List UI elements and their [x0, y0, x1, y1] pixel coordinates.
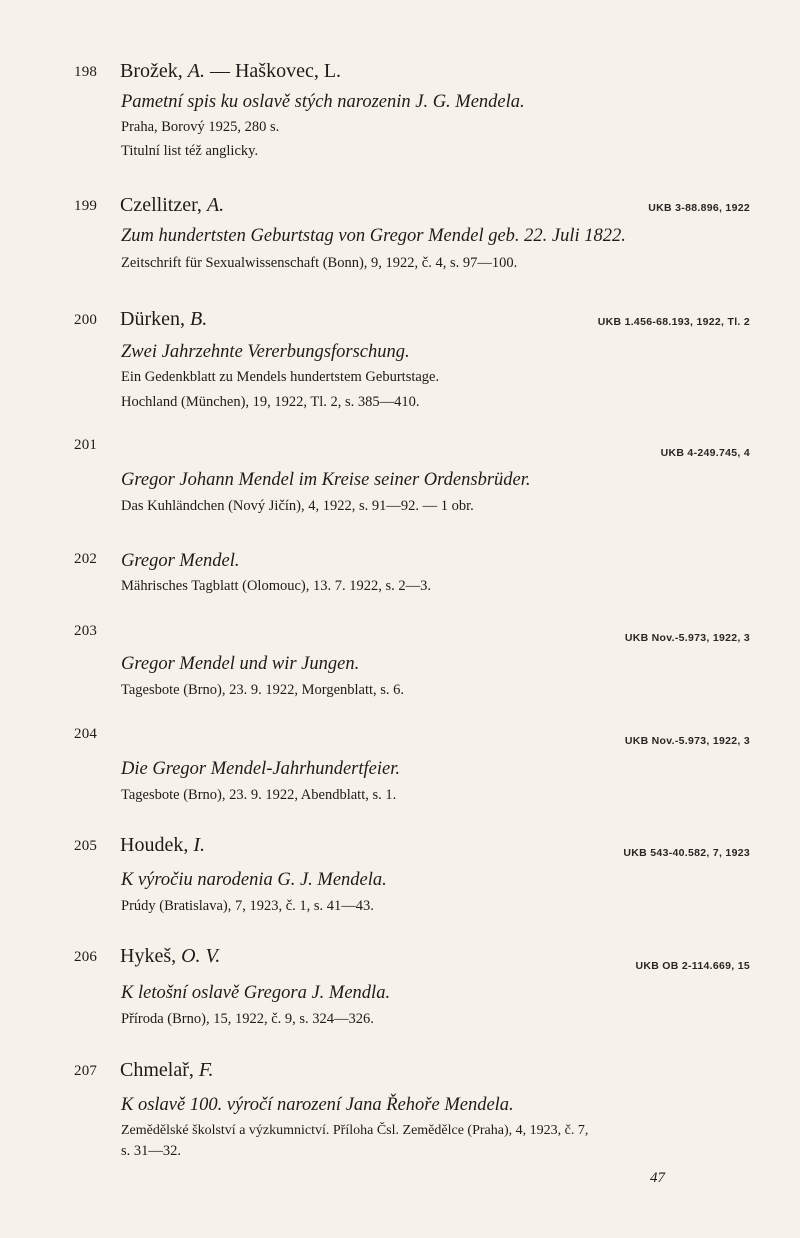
- entry-number: 206: [74, 949, 98, 965]
- entry-author: Houdek, I.: [120, 834, 205, 856]
- entry-author: Czellitzer, A.: [120, 194, 225, 216]
- entry-title: Die Gregor Mendel-Jahrhundertfeier.: [121, 759, 400, 779]
- entry-detail: Prúdy (Bratislava), 7, 1923, č. 1, s. 41—43.: [121, 898, 374, 914]
- entry-number: 199: [74, 198, 98, 214]
- library-signature: UKB 1.456-68.193, 1922, Tl. 2: [597, 316, 750, 328]
- entry-detail: Ein Gedenkblatt zu Mendels hundertstem Geburtstage.: [121, 369, 440, 385]
- entry-detail: Zemědělské školství a výzkumnictví. Příloha Čsl. Zemědělce (Praha), 4, 1923, č. 7,: [121, 1123, 589, 1138]
- entry-title: Gregor Mendel.: [121, 551, 240, 571]
- entry-title: K výročiu narodenia G. J. Mendela.: [121, 870, 387, 890]
- entry-detail: Příroda (Brno), 15, 1922, č. 9, s. 324—326.: [121, 1011, 374, 1027]
- page-number: 47: [650, 1170, 665, 1186]
- entry-author: Dürken, B.: [120, 308, 208, 330]
- entry-number: 200: [74, 312, 98, 328]
- entry-detail: Tagesbote (Brno), 23. 9. 1922, Abendblatt, s. 1.: [121, 787, 397, 803]
- entry-author: Hykeš, O. V.: [120, 945, 221, 967]
- entry-author: Brožek, A. — Haškovec, L.: [120, 60, 342, 82]
- entry-title: Zwei Jahrzehnte Vererbungsforschung.: [121, 342, 410, 362]
- library-signature: UKB 543-40.582, 7, 1923: [623, 847, 750, 859]
- entry-number: 207: [74, 1063, 98, 1079]
- library-signature: UKB Nov.-5.973, 1922, 3: [624, 735, 750, 747]
- entry-detail: s. 31—32.: [121, 1143, 182, 1159]
- entry-number: 205: [74, 838, 98, 854]
- library-signature: UKB 4-249.745, 4: [660, 447, 750, 459]
- entry-number: 202: [74, 551, 98, 567]
- entry-author: Chmelař, F.: [120, 1059, 214, 1081]
- entry-detail: Titulní list též anglicky.: [121, 143, 259, 159]
- entry-detail: Praha, Borový 1925, 280 s.: [121, 119, 280, 135]
- entry-title: Zum hundertsten Geburtstag von Gregor Mendel geb. 22. Juli 1822.: [121, 226, 626, 246]
- entry-detail: Tagesbote (Brno), 23. 9. 1922, Morgenblatt, s. 6.: [121, 682, 405, 698]
- entry-detail: Das Kuhländchen (Nový Jičín), 4, 1922, s. 91—92. — 1 obr.: [121, 498, 474, 514]
- entry-number: 204: [74, 726, 98, 742]
- entry-detail: Hochland (München), 19, 1922, Tl. 2, s. 385—410.: [121, 394, 420, 410]
- entry-title: Gregor Mendel und wir Jungen.: [121, 654, 360, 674]
- library-signature: UKB OB 2-114.669, 15: [635, 960, 750, 972]
- entry-title: Gregor Johann Mendel im Kreise seiner Ordensbrüder.: [121, 470, 531, 490]
- entry-title: Pametní spis ku oslavě stých narozenin J. G. Mendela.: [121, 92, 525, 112]
- library-signature: UKB 3-88.896, 1922: [648, 202, 750, 214]
- entry-title: K letošní oslavě Gregora J. Mendla.: [121, 983, 391, 1003]
- entry-title: K oslavě 100. výročí narození Jana Řehoře Mendela.: [121, 1095, 514, 1115]
- entry-number: 201: [74, 437, 98, 453]
- entry-number: 203: [74, 623, 98, 639]
- library-signature: UKB Nov.-5.973, 1922, 3: [624, 632, 750, 644]
- entry-detail: Mährisches Tagblatt (Olomouc), 13. 7. 1922, s. 2—3.: [121, 578, 432, 594]
- entry-number: 198: [74, 64, 98, 80]
- entry-detail: Zeitschrift für Sexualwissenschaft (Bonn), 9, 1922, č. 4, s. 97—100.: [121, 255, 518, 271]
